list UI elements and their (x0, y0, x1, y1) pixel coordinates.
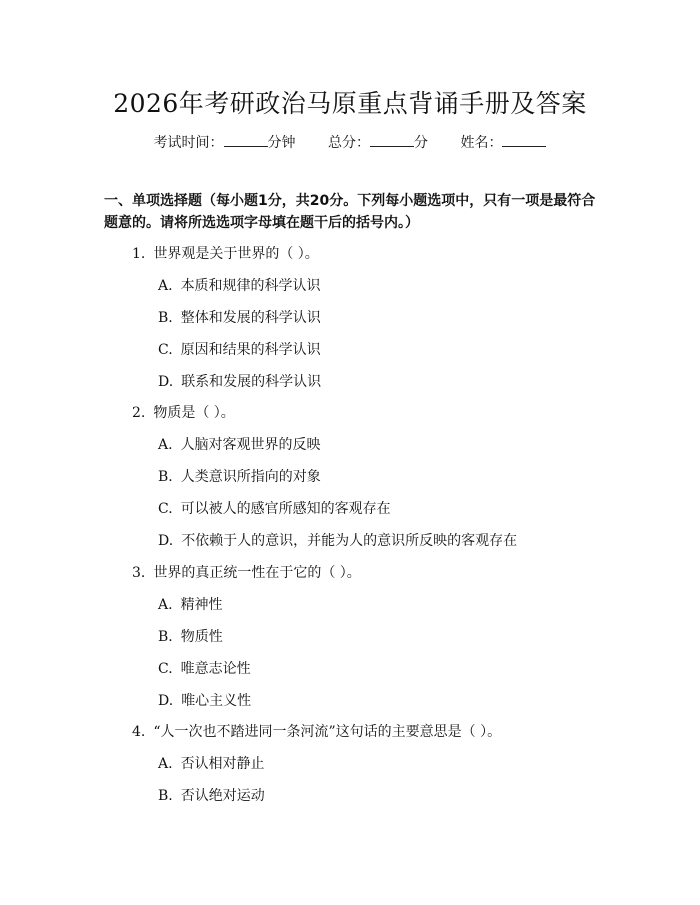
option-text: 人类意识所指向的对象 (180, 469, 321, 485)
total-score-blank (370, 134, 414, 147)
question-3-option-a (158, 595, 223, 615)
name-field (460, 132, 546, 152)
option-text: 原因和结果的科学认识 (180, 342, 321, 358)
exam-time-blank (224, 134, 268, 147)
option-text: 不依赖于人的意识，并能为人的意识所反映的客观存在 (181, 533, 518, 549)
question-2-option-b (158, 467, 321, 487)
question-1-option-c (158, 340, 321, 360)
question-3-option-b (158, 627, 223, 647)
option-text: 整体和发展的科学认识 (180, 310, 321, 326)
option-text: 唯心主义性 (181, 693, 252, 709)
name-blank (502, 134, 546, 147)
question-text: 世界的真正统一性在于它的（ ）。 (153, 565, 361, 581)
question-number: 3. (132, 565, 146, 581)
question-4-option-a (158, 754, 265, 774)
option-letter: B. (158, 469, 173, 485)
option-text: 本质和规律的科学认识 (180, 278, 321, 294)
document-title: 2026年考研政治马原重点背诵手册及答案 (113, 89, 587, 118)
question-4-stem (132, 722, 501, 742)
total-score-unit: 分 (414, 135, 428, 151)
option-letter: A. (158, 278, 173, 294)
question-4-option-b (158, 786, 265, 806)
total-score-field (328, 132, 428, 152)
option-text: 精神性 (180, 597, 223, 613)
question-2-option-d (158, 531, 517, 551)
exam-time-field (154, 132, 296, 152)
question-1-option-d (158, 372, 321, 392)
option-text: 否认绝对运动 (180, 788, 265, 804)
option-letter: B. (158, 310, 173, 326)
total-score-label: 总分： (328, 135, 370, 151)
question-1-option-a (158, 276, 321, 296)
section-heading: 一、单项选择题（每小题1分，共20分。下列每小题选项中，只有一项是最符合题意的。请将所选选项字母填在题干后的括号内。） (104, 193, 596, 231)
option-text: 物质性 (180, 629, 223, 645)
option-letter: D. (158, 533, 174, 549)
option-text: 唯意志论性 (180, 661, 251, 677)
exam-time-unit: 分钟 (267, 135, 296, 151)
name-label: 姓名： (460, 135, 503, 151)
option-text: 可以被人的感官所感知的客观存在 (180, 501, 391, 517)
option-letter: C. (158, 661, 173, 677)
option-letter: B. (158, 788, 173, 804)
option-letter: C. (158, 342, 173, 358)
question-2-stem (132, 403, 235, 423)
option-letter: A. (158, 597, 173, 613)
question-3-stem (132, 563, 361, 583)
option-text: 否认相对静止 (180, 756, 265, 772)
option-letter: D. (158, 374, 174, 390)
question-number: 4. (132, 724, 146, 740)
option-letter: A. (158, 756, 173, 772)
question-text: “人一次也不踏进同一条河流”这句话的主要意思是（ ）。 (153, 724, 502, 740)
question-number: 1. (132, 246, 146, 262)
question-1-option-b (158, 308, 321, 328)
option-letter: A. (158, 437, 173, 453)
exam-time-label: 考试时间： (153, 135, 224, 151)
option-letter: D. (158, 693, 174, 709)
question-3-option-d (158, 691, 251, 711)
option-letter: C. (158, 501, 173, 517)
question-1-stem (132, 244, 319, 264)
option-text: 联系和发展的科学认识 (181, 374, 322, 390)
question-text: 世界观是关于世界的（ ）。 (153, 246, 319, 262)
option-text: 人脑对客观世界的反映 (180, 437, 321, 453)
question-2-option-a (158, 435, 321, 455)
exam-info (0, 132, 700, 152)
question-number: 2. (132, 405, 146, 421)
question-3-option-c (158, 659, 251, 679)
option-letter: B. (158, 629, 173, 645)
question-text: 物质是（ ）。 (153, 405, 235, 421)
question-2-option-c (158, 499, 391, 519)
